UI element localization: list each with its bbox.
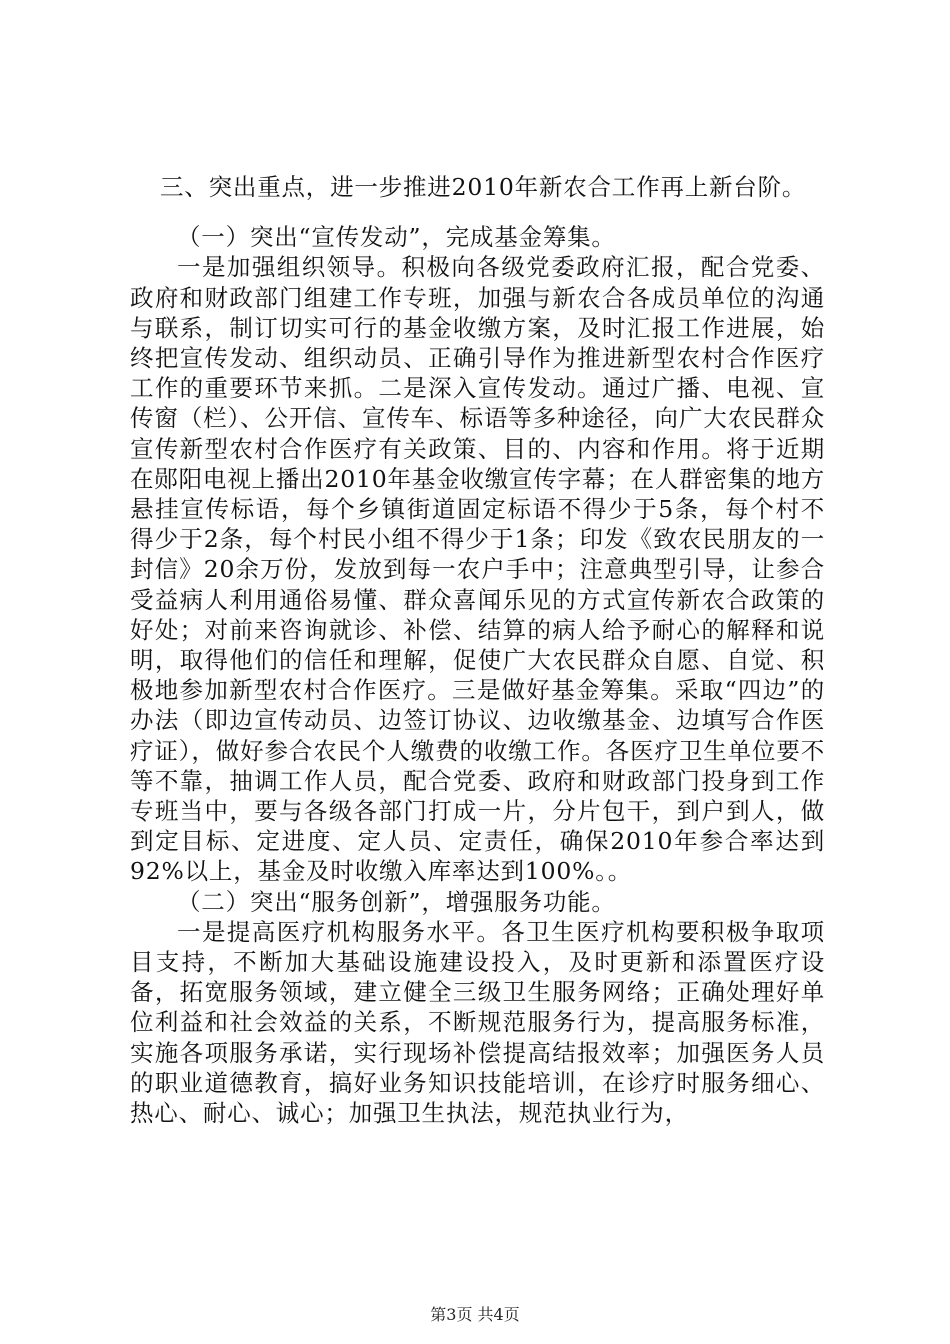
document-body [130, 172, 825, 1128]
section-heading: 三、突出重点，进一步推进2010年新农合工作再上新台阶。 [160, 173, 807, 201]
paragraph-1: 一是加强组织领导。积极向各级党委政府汇报，配合党委、政府和财政部门组建工作专班，加强与新农合各成员单位的沟通与联系，制订切实可行的基金收缴方案，及时汇报工作进展，始终把宣传发动、组织动员、正确引导作为推进新型农村合作医疗工作的重要环节来抓。二是深入宣传发动。通过广播、电视、宣传窗（栏）、公开信、宣传车、标语等多种途径，向广大农民群众宣传新型农村合作医疗有关政策、目的、内容和作用。将于近期在郧阳电视上播出2010年基金收缴宣传字幕；在人群密集的地方悬挂宣传标语，每个乡镇街道固定标语不得少于5条，每个村不得少于2条，每个村民小组不得少于1条；印发《致农民朋友的一封信》20余万份，发放到每一农户手中；注意典型引导，让参合受益病人利用通俗易懂、群众喜闻乐见的方式宣传新农合政策的好处；对前来咨询就诊、补偿、结算的病人给予耐心的解释和说明，取得他们的信任和理解，促使广大农民群众自愿、自觉、积极地参加新型农村合作医疗。三是做好基金筹集。采取“四边”的办法（即边宣传动员、边签订协议、边收缴基金、边填写合作医疗证），做好参合农民个人缴费的收缴工作。各医疗卫生单位要不等不靠，抽调工作人员，配合党委、政府和财政部门投身到工作专班当中，要与各级各部门打成一片，分片包干，到户到人，做到定目标、定进度、定人员、定责任，确保2010年参合率达到92%以上，基金及时收缴入库率达到100%。。 [130, 253, 825, 886]
paragraph-2: 一是提高医疗机构服务水平。各卫生医疗机构要积极争取项目支持，不断加大基础设施建设投入，及时更新和添置医疗设备，拓宽服务领域，建立健全三级卫生服务网络；正确处理好单位利益和社会效益的关系，不断规范服务行为，提高服务标准，实施各项服务承诺，实行现场补偿提高结报效率；加强医务人员的职业道德教育，搞好业务知识技能培训，在诊疗时服务细心、热心、耐心、诚心；加强卫生执法，规范执业行为， [130, 917, 825, 1128]
subsection-title-1: （一）突出“宣传发动”，完成基金筹集。 [177, 223, 616, 252]
subsection-title-2: （二）突出“服务创新”，增强服务功能。 [177, 887, 616, 916]
page-number-footer: 第3页 共4页 [430, 1305, 520, 1324]
